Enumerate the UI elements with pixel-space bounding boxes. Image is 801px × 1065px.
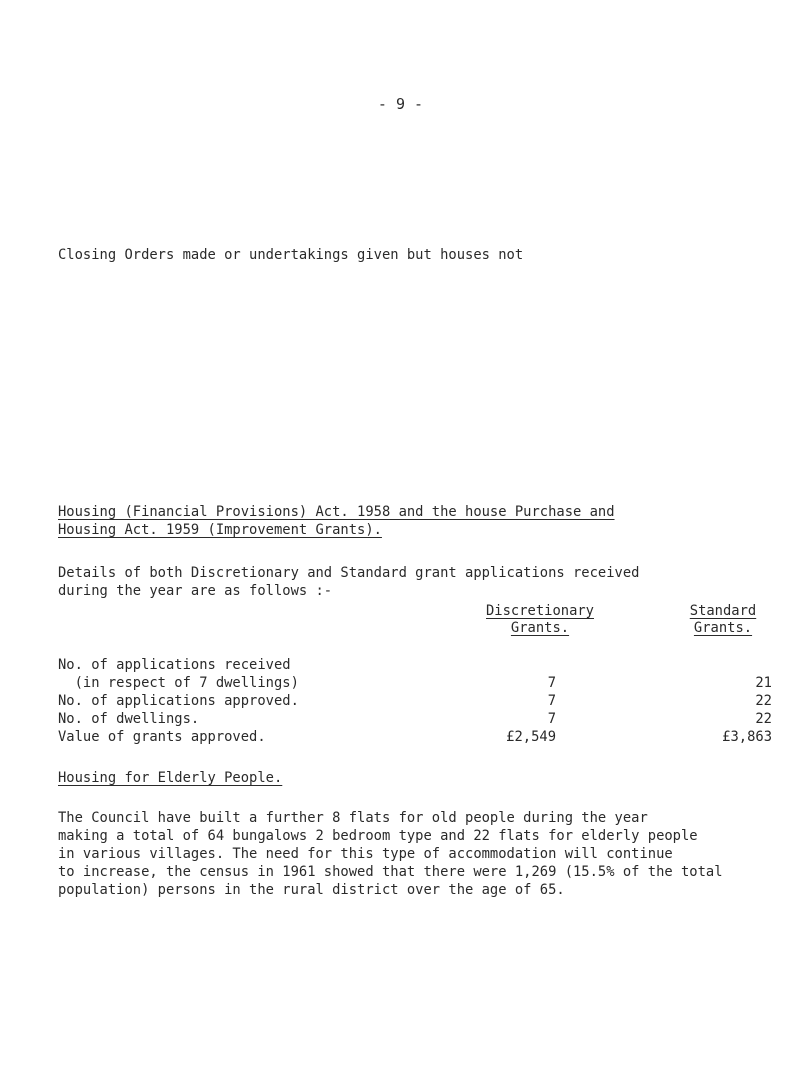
paragraph-line: population) persons in the rural district over the age of 65.	[58, 882, 565, 898]
section-heading: Housing for Elderly People.	[58, 770, 283, 786]
intro-line: during the year are as follows :-	[58, 583, 333, 599]
row-label: No. of applications received	[58, 657, 291, 673]
intro-line: Details of both Discretionary and Standard grant applications received	[58, 565, 640, 581]
list-row	[58, 248, 762, 268]
standard-value: 21	[755, 675, 772, 691]
list-row-label: Closing Orders made or undertakings given but houses not	[58, 248, 524, 263]
row-label: No. of dwellings.	[58, 711, 200, 727]
row-label: No. of applications approved.	[58, 693, 299, 709]
column-header-discretionary: Discretionary Grants.	[486, 603, 594, 636]
discretionary-value: £2,549	[506, 729, 556, 745]
paragraph-line: in various villages. The need for this type of accommodation will continue	[58, 846, 673, 862]
section-heading-continuation: Housing Act. 1959 (Improvement Grants).	[58, 522, 382, 538]
standard-value: 22	[755, 693, 772, 709]
discretionary-value: 7	[547, 711, 556, 727]
page-number: - 9 -	[377, 95, 424, 113]
standard-value: £3,863	[722, 729, 772, 745]
discretionary-value: 7	[547, 675, 556, 691]
discretionary-value: 7	[547, 693, 556, 709]
grants-table	[58, 603, 778, 753]
row-label: Value of grants approved.	[58, 729, 266, 745]
row-label: (in respect of 7 dwellings)	[58, 675, 299, 691]
standard-value: 22	[755, 711, 772, 727]
section-heading: Housing (Financial Provisions) Act. 1958 and the house Purchase and	[58, 504, 615, 520]
paragraph-line: to increase, the census in 1961 showed that there were 1,269 (15.5% of the total	[58, 864, 723, 880]
column-header-standard: Standard Grants.	[689, 603, 757, 636]
paragraph-line: The Council have built a further 8 flats for old people during the year	[58, 810, 648, 826]
paragraph-line: making a total of 64 bungalows 2 bedroom type and 22 flats for elderly people	[58, 828, 698, 844]
